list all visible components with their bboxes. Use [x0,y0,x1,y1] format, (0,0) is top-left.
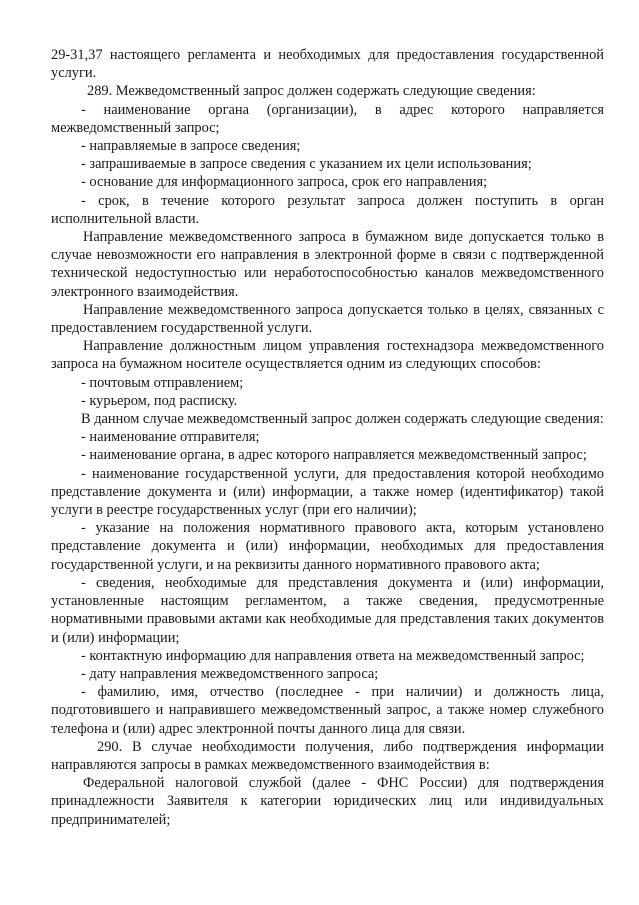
paragraph: - дату направления межведомственного запроса; [81,665,379,682]
paragraph: Направление межведомственного запроса допускается только в целях, связанных с предоставлением государственной услуги. [51,301,604,337]
paragraph: - направляемые в запросе сведения; [81,138,301,155]
paragraph: - указание на положения нормативного правового акта, которым установлено представление документа и (или) информации, необходимых для предоставления государственной услуги, и на реквизиты данного нормативного правового акта; [51,520,604,573]
paragraph: 29-31,37 настоящего регламента и необходимых для предоставления государственной услуги. [51,47,604,82]
paragraph: - наименование отправителя; [81,429,260,446]
paragraph: - основание для информационного запроса, срок его направления; [81,174,488,191]
paragraph: Федеральной налоговой службой (далее - ФНС России) для подтверждения принадлежности Заявителя к категории юридических лиц или индивидуальных предпринимателей; [51,775,604,828]
paragraph: 289. Межведомственный запрос должен содержать следующие сведения: [87,83,536,100]
paragraph: - сведения, необходимые для представления документа и (или) информации, установленные настоящим регламентом, а также сведения, предусмотренные нормативными правовыми актами как необходимые для представления таких документов и (или) информации; [51,574,604,646]
paragraph: Направление должностным лицом управления гостехнадзора межведомственного запроса на бумажном носителе осуществляется одним из следующих способов: [51,338,604,373]
paragraph: 290. В случае необходимости получения, либо подтверждения информации направляются запросы в рамках межведомственного взаимодействия в: [51,738,604,773]
paragraph: - наименование органа, в адрес которого направляется межведомственный запрос; [81,447,587,464]
paragraph: - наименование органа (организации), в адрес которого направляется межведомственный запрос; [51,101,604,136]
paragraph: - фамилию, имя, отчество (последнее - при наличии) и должность лица, подготовившего и направившего межведомственный запрос, а также номер служебного телефона и (или) адрес электронной почты данного лица для связи. [51,684,604,737]
paragraph: - почтовым отправлением; [81,374,244,391]
paragraph: - запрашиваемые в запросе сведения с указанием их цели использования; [81,156,532,173]
paragraph: - курьером, под расписку. [81,392,238,409]
paragraph: - наименование государственной услуги, для предоставления которой необходимо представление документа и (или) информации, а также номер (идентификатор) такой услуги в реестре государственных услуг (при его наличии); [51,465,604,519]
paragraph: В данном случае межведомственный запрос должен содержать следующие сведения: [81,411,604,428]
paragraph: - срок, в течение которого результат запроса должен поступить в орган исполнительной власти. [51,192,604,227]
document-page [51,46,604,829]
paragraph: Направление межведомственного запроса в бумажном виде допускается только в случае невозможности его направления в электронной форме в связи с подтвержденной технической недоступностью или неработоспособностью каналов межведомственного электронного взаимодействия. [51,229,604,300]
paragraph: - контактную информацию для направления ответа на межведомственный запрос; [81,647,585,664]
